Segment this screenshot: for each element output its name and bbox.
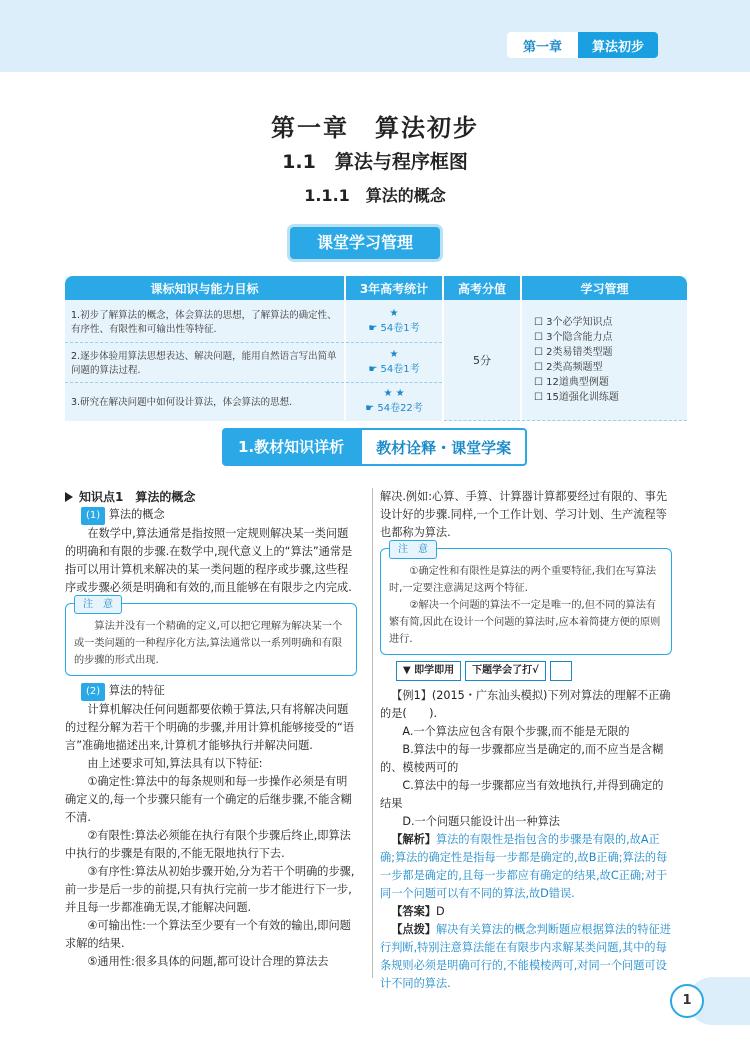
left-column	[65, 488, 357, 971]
check-5-label: 12道典型例题	[546, 376, 609, 388]
page-number: 1	[670, 984, 704, 1018]
goal-1: 1.初步了解算法的概念，体会算法的思想，了解算法的确定性、有序性、有限性和可输出性等特征.	[65, 300, 345, 342]
triangle-icon	[65, 492, 73, 502]
section-heading: 1.1 算法与程序框图	[282, 151, 468, 173]
th-manage: 学习管理	[521, 276, 687, 300]
check-4-label: 2类高频题型	[546, 361, 603, 373]
ref-2-text: 54卷1考	[380, 364, 420, 375]
para-continued: 解决.例如:心算、手算、计算器计算都要经过有限的、事先设计好的步骤.同样,一个工作计划、学习计划、生产流程等也都称为算法.	[380, 490, 668, 539]
check-3-label: 2类易错类型题	[546, 346, 613, 358]
check-2[interactable]: ☐ 3个隐含能力点	[534, 331, 613, 343]
hint-tag: 【点拨】	[391, 923, 436, 936]
hint	[380, 921, 672, 993]
practice-label: ▼ 即学即用	[396, 661, 461, 681]
check-1-label: 3个必学知识点	[546, 316, 613, 328]
score: 5分	[443, 300, 521, 420]
sub-title-2: 算法的特征	[108, 684, 165, 697]
chapter-tab	[507, 32, 658, 58]
goal-3: 3.研究在解决问题中如何设计算法，体会算法的思想.	[65, 382, 345, 420]
analysis	[380, 831, 672, 903]
check-6[interactable]: ☐ 15道强化训练题	[534, 391, 619, 403]
stat-3	[345, 382, 443, 420]
feature-5: ⑤通用性:很多具体的问题,都可设计合理的算法去	[87, 955, 329, 968]
stat-1	[345, 300, 443, 342]
th-stats: 3年高考统计	[345, 276, 443, 300]
stat-2	[345, 342, 443, 382]
option-c: C.算法中的每一步骤都应当有效地执行,并得到确定的结果	[380, 779, 664, 810]
practice-hint: 下题学会了打√	[465, 661, 546, 681]
section-badge-b: 教材诠释・课堂学案	[360, 428, 527, 466]
para-2: 计算机解决任何问题都要依赖于算法,只有将解决问题的过程分解为若干个明确的步骤,并用计算机能够接受的“语言”准确地描述出来,计算机才能够执行并解决问题.	[65, 703, 355, 752]
subsection-heading: 1.1.1 算法的概念	[304, 186, 446, 205]
answer-tag: 【答案】	[391, 905, 436, 918]
knowledge-point-1	[65, 488, 357, 506]
kp-title: 知识点1 算法的概念	[79, 490, 196, 504]
ref-1-text: 54卷1考	[380, 322, 420, 334]
option-a: A.一个算法应包含有限个步骤,而不能是无限的	[402, 725, 630, 738]
feature-3: ③有序性:算法从初始步骤开始,分为若干个明确的步骤,前一步是后一步的前提,只有执行完前一步才能进行下一步,并且每一步都准确无误,才能解决问题.	[65, 865, 355, 914]
answer	[380, 903, 672, 921]
goals-table	[65, 276, 687, 421]
stars-2: ★	[389, 349, 399, 360]
right-column	[380, 488, 672, 993]
check-2-label: 3个隐含能力点	[546, 331, 613, 343]
th-score: 高考分值	[443, 276, 521, 300]
example-1: 【例1】(2015・广东汕头模拟)下列对算法的理解不正确的是( ).	[380, 689, 671, 720]
note-item-1: ①确定性和有限性是算法的两个重要特征,我们在写算法时,一定要注意满足这两个特征.	[389, 566, 657, 594]
check-5[interactable]: ☐ 12道典型例题	[534, 376, 609, 388]
para-1: 在数学中,算法通常是指按照一定规则解决某一类问题的明确和有限的步骤.在数学中,现代意义上的“算法”通常是指可以用计算机来解决的某一类问题的程序或步骤,这些程序或步骤必须是明确和有效的,而且能够在有限步之内完成.	[65, 527, 353, 594]
feature-2: ②有限性:算法必须能在执行有限个步骤后终止,即算法中执行的步骤是有限的,不能无限地执行下去.	[65, 829, 351, 860]
goal-2: 2.逐步体验用算法思想表达、解决问题，能用自然语言写出简单问题的算法过程.	[65, 342, 345, 382]
practice-bar	[396, 661, 672, 681]
chapter-label: 第一章	[507, 32, 578, 58]
stars-3: ★ ★	[383, 388, 405, 400]
note-tag-1: 注 意	[74, 595, 122, 614]
note-text-1: 算法并没有一个精确的定义,可以把它理解为解决某一个或一类问题的一种程序化方法,算法通常以一系列明确和有限的步骤的形式出现.	[74, 621, 343, 666]
column-divider	[372, 488, 373, 978]
feature-1: ①确定性:算法中的每条规则和每一步操作必须是有明确定义的,每一个步骤只能有一个确定的后继步骤,不能含糊不清.	[65, 775, 352, 824]
check-6-label: 15道强化训练题	[546, 391, 619, 403]
hint-text: 解决有关算法的概念判断题应根据算法的特征进行判断,特别注意算法能在有限步内求解某类问题,其中的每条规则必须是明确可行的,不能模棱两可,对同一个问题可设计不同的算法.	[380, 923, 671, 990]
option-d: D.一个问题只能设计出一种算法	[402, 815, 560, 828]
check-1[interactable]: ☐ 3个必学知识点	[534, 316, 613, 328]
feature-4: ④可输出性:一个算法至少要有一个有效的输出,即问题求解的结果.	[65, 919, 351, 950]
para-3: 由上述要求可知,算法具有以下特征:	[87, 757, 263, 770]
stars-1: ★	[389, 307, 399, 319]
checklist	[521, 300, 687, 420]
section-badge-a: 1.教材知识详析	[222, 428, 360, 466]
answer-text: D	[435, 905, 445, 918]
analysis-tag: 【解析】	[391, 833, 436, 846]
chapter-title: 算法初步	[578, 32, 658, 58]
note-tag-2: 注 意	[389, 540, 437, 559]
check-3[interactable]: ☐ 2类易错类型题	[534, 346, 613, 358]
check-4[interactable]: ☐ 2类高频题型	[534, 361, 603, 373]
note-item-2: ②解决一个问题的算法不一定是唯一的,但不同的算法有繁有简,因此在设计一个问题的算法时,应本着简捷方便的原则进行.	[389, 600, 661, 645]
ref-3-text: 54卷22考	[377, 403, 423, 415]
practice-checkbox[interactable]	[550, 661, 572, 681]
classroom-badge: 课堂学习管理	[290, 227, 440, 259]
section-badge	[222, 428, 527, 466]
ref-3: ☛ 54卷22考	[365, 403, 423, 415]
analysis-text: 算法的有限性是指包含的步骤是有限的,故A正确;算法的确定性是指每一步都是确定的,故B正确;算法的每一步都是确定的,且每一步都应有确定的结果,故C正确;对于同一个问题可以有不同的算法,故D错误.	[380, 833, 668, 900]
sub-title-1: 算法的概念	[108, 508, 165, 521]
th-goals: 课标知识与能力目标	[65, 276, 345, 300]
ref-1: ☛ 54卷1考	[368, 322, 420, 334]
note-box-1	[65, 599, 357, 676]
sub-badge-1: (1)	[81, 507, 105, 525]
sub-badge-2: (2)	[81, 683, 105, 701]
note-box-2	[380, 544, 672, 655]
ref-2: ☛ 54卷1考	[368, 364, 420, 375]
option-b: B.算法中的每一步骤都应当是确定的,而不应当是含糊的、模棱两可的	[380, 743, 664, 774]
chapter-heading: 第一章 算法初步	[271, 114, 479, 142]
